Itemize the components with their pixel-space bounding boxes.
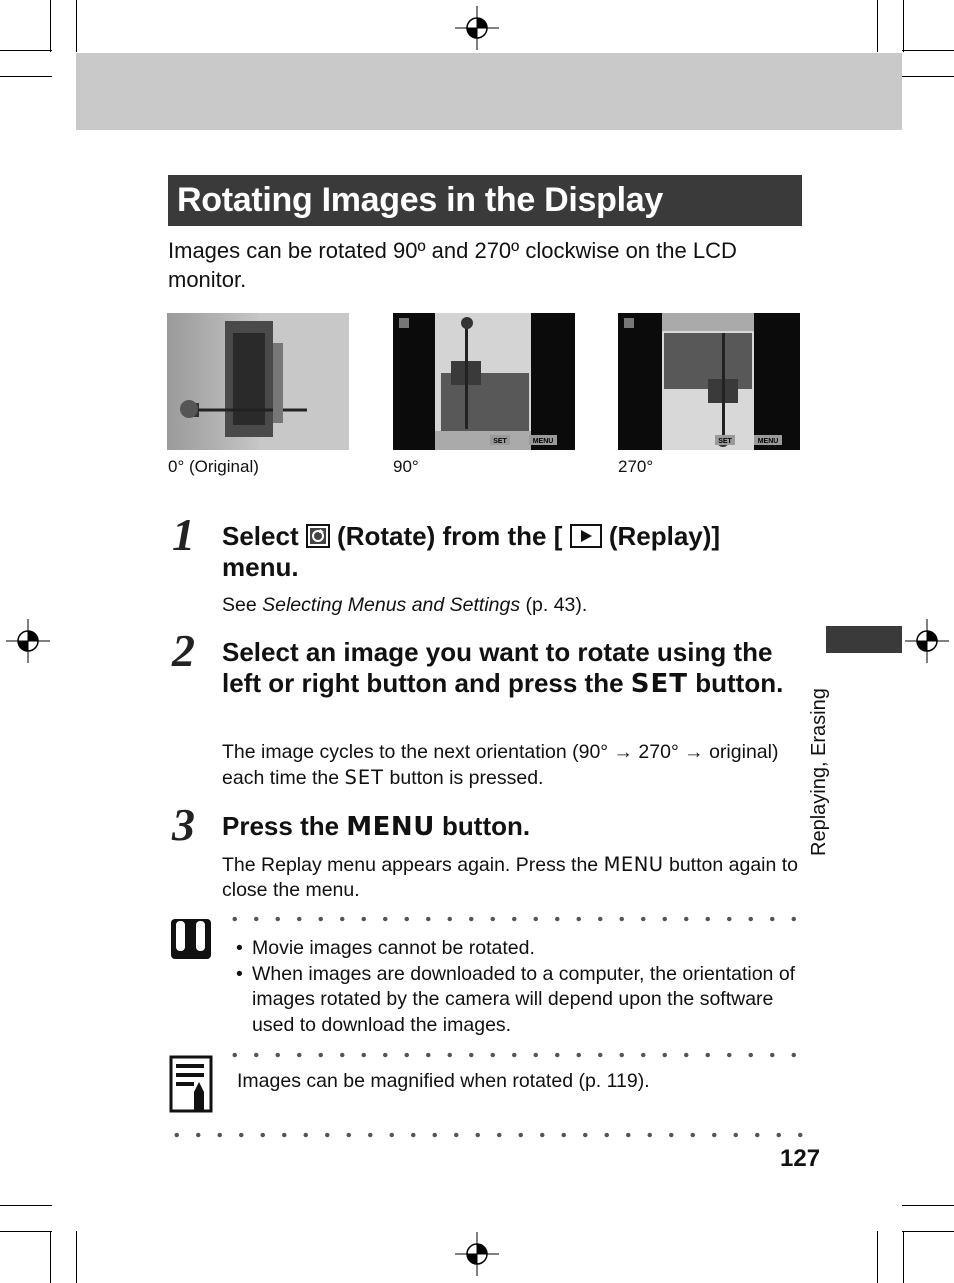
- intro-text: Images can be rotated 90º and 270º clockwise on the LCD monitor.: [168, 238, 737, 292]
- list-item: • When images are downloaded to a computer, the orientation of images rotated by the camera will depend upon the software used to download the images.: [236, 962, 806, 1039]
- osd-set-label: SET: [718, 438, 732, 445]
- crop-mark: [76, 1231, 77, 1283]
- crop-mark: [50, 1231, 51, 1283]
- step-2-body: The image cycles to the next orientation (90° → 270° → original) each time the SET button is pressed.: [222, 741, 779, 789]
- crop-mark: [0, 1231, 52, 1232]
- crop-mark: [877, 0, 878, 52]
- crop-mark: [902, 50, 954, 51]
- crop-mark: [0, 50, 52, 51]
- crop-mark: [76, 0, 77, 52]
- example-photo-270: [618, 313, 800, 450]
- osd-menu-label: MENU: [757, 438, 779, 445]
- rotate-icon: [306, 524, 330, 548]
- dotted-separator: [224, 916, 804, 922]
- section-title: Rotating Images in the Display: [177, 181, 663, 219]
- step-1-number: 1: [172, 509, 195, 560]
- caption-original: 0° (Original): [168, 457, 259, 476]
- crop-mark: [903, 0, 904, 52]
- memo-icon: [168, 1054, 214, 1114]
- osd-set-label: SET: [493, 438, 507, 445]
- caption-270: 270°: [618, 457, 654, 476]
- step-1-body: See Selecting Menus and Settings (p. 43).: [222, 594, 588, 616]
- crop-mark: [902, 1231, 954, 1232]
- crop-mark: [50, 0, 51, 52]
- osd-menu-label: MENU: [532, 438, 554, 445]
- tip-text: Images can be magnified when rotated (p. 119).: [237, 1070, 650, 1092]
- crop-mark: [0, 76, 52, 77]
- registration-mark-icon: [455, 1232, 499, 1276]
- example-photo-90: [393, 313, 575, 450]
- caution-list: [236, 936, 806, 1038]
- page-number: 127: [780, 1145, 821, 1172]
- chapter-label: Replaying, Erasing: [808, 688, 830, 856]
- dotted-separator: [166, 1132, 806, 1138]
- crop-mark: [902, 76, 954, 77]
- section-title-bar: [168, 175, 802, 226]
- step-3-heading: Press the MENU button.: [222, 811, 531, 842]
- step-2-number: 2: [172, 625, 195, 676]
- set-button-label: SET: [630, 669, 689, 699]
- set-button-label: SET: [344, 766, 385, 789]
- dotted-separator: [224, 1052, 804, 1058]
- chapter-tab: [826, 626, 902, 653]
- menu-button-label: MENU: [603, 853, 664, 876]
- registration-mark-icon: [905, 619, 949, 663]
- step-3-body: The Replay menu appears again. Press the MENU button again to close the menu.: [222, 853, 799, 901]
- menu-button-label: MENU: [346, 812, 435, 842]
- list-item: • Movie images cannot be rotated.: [236, 936, 806, 962]
- step-2-heading: Select an image you want to rotate using the left or right button and press the SET button.: [222, 637, 784, 699]
- caution-icon: [168, 916, 214, 962]
- replay-icon: [570, 524, 602, 548]
- header-band: [76, 53, 902, 130]
- caption-90: 90°: [393, 457, 419, 476]
- crop-mark: [877, 1231, 878, 1283]
- registration-mark-icon: [455, 6, 499, 50]
- registration-mark-icon: [6, 619, 50, 663]
- crop-mark: [903, 1231, 904, 1283]
- example-photo-original: [167, 313, 349, 450]
- crop-mark: [902, 1205, 954, 1206]
- crop-mark: [0, 1205, 52, 1206]
- step-3-number: 3: [172, 799, 195, 850]
- step-1-heading: Select (Rotate) from the [ (Replay)] menu.: [222, 521, 721, 582]
